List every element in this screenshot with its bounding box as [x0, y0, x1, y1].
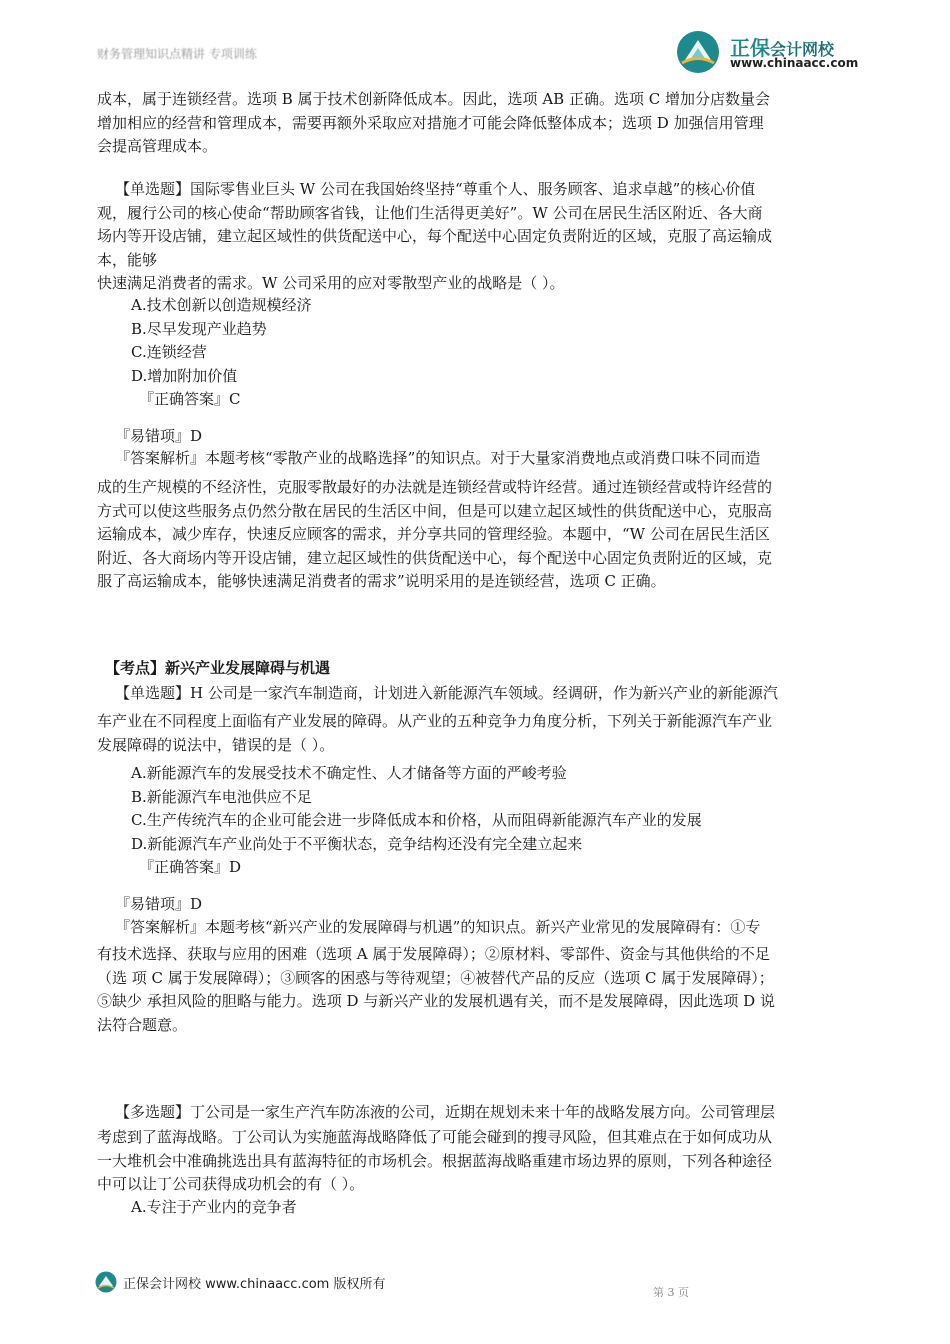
logo-emblem-icon [676, 30, 720, 74]
text-line: ⑤缺少 承担风险的胆略与能力。选项 D 与新兴产业的发展机遇有关，而不是发展障碍，因此选项 D 说 [97, 992, 775, 1010]
question-stem-line: 中可以让丁公司获得成功机会的有（ ）。 [97, 1175, 365, 1193]
q3-option-clipped [97, 1198, 857, 1216]
option-c: C.连锁经营 [131, 343, 207, 361]
text-line: 会提高管理成本。 [97, 137, 218, 155]
footer-logo-icon [95, 1271, 117, 1293]
question-stem-line: 【单选题】H 公司是一家汽车制造商，计划进入新能源汽车领域。经调研，作为新兴产业的新能源汽 [115, 684, 778, 702]
logo-name: 正保会计网校 [730, 36, 835, 60]
q1-error-option-clipped [97, 425, 857, 445]
page-number: 第 3 页 [653, 1286, 689, 1299]
question-stem-line: 本，能够 [97, 250, 158, 269]
q2-explanation [97, 943, 857, 1037]
text-line: 法符合题意。 [97, 1015, 188, 1034]
question-stem-line: 场内等开设店铺，建立起区域性的供货配送中心，每个配送中心固定负责附近的区域，克服了高运输成 [97, 227, 773, 245]
logo-url: www.chinaacc.com [730, 56, 859, 70]
question-stem-line: 考虑到了蓝海战略。丁公司认为实施蓝海战略降低了可能会碰到的搜寻风险，但其难点在于如何成功从 [97, 1128, 773, 1146]
question-stem-line: 发展障碍的说法中，错误的是（ ）。 [97, 735, 335, 754]
text-line: （选 项 C 属于发展障碍）；③顾客的困惑与等待观望；④被替代产品的反应（选项 C 属于发展障碍）； [97, 968, 774, 987]
page-footer [95, 1268, 855, 1299]
text-line: 增加相应的经营和管理成本，需要再额外采取应对措施才可能会降低整体成本；选项 D 加强信用管理 [97, 113, 764, 132]
q2-stem [97, 710, 857, 754]
text-line: 有技术选择、获取与应用的困难（选项 A 属于发展障碍）；②原材料、零部件、资金与其他供给的不足 [97, 945, 770, 963]
q3-stem [97, 1126, 857, 1197]
q1-explanation [97, 476, 857, 594]
question-stem-line: 【多选题】丁公司是一家生产汽车防冻液的公司，近期在规划未来十年的战略发展方向。公司管理层 [115, 1103, 776, 1121]
q1-options [97, 294, 857, 412]
text-line: 成本，属于连锁经营。选项 B 属于技术创新降低成本。因此，选项 AB 正确。选项 C 增加分店数量会 [97, 90, 770, 108]
option-b: B.尽早发现产业趋势 [131, 319, 267, 338]
explanation-label: 『答案解析』本题考核“零散产业的战略选择”的知识点。对于大量家消费地点或消费口味不同而造 [115, 449, 761, 467]
option-a: A.专注于产业内的竞争者 [131, 1198, 297, 1216]
topic-heading [97, 657, 857, 681]
q2-options [97, 762, 857, 880]
option-b: B.新能源汽车电池供应不足 [131, 787, 312, 806]
text-line: 方式可以使这些服务点仍然分散在居民的生活区中间，但是可以建立起区域性的供货配送中心，克服高 [97, 501, 773, 520]
q3-stem-clipped [97, 1101, 857, 1121]
explanation-label: 『答案解析』本题考核“新兴产业的发展障碍与机遇”的知识点。新兴产业常见的发展障碍有：①专 [115, 918, 761, 936]
footer-copyright: 正保会计网校 www.chinaacc.com 版权所有 [123, 1277, 386, 1292]
text-line: 附近、各大商场内等开设店铺，建立起区域性的供货配送中心，每个配送中心固定负责附近的区域，克 [97, 548, 773, 567]
error-option-label: 『易错项』D [115, 895, 203, 913]
q1-stem [97, 178, 857, 292]
text-line: 服了高运输成本，能够快速满足消费者的需求”说明采用的是连锁经营，选项 C 正确。 [97, 572, 666, 590]
text-line: 运输成本，减少库存，快速反应顾客的需求，并分享共同的管理经验。本题中，“W 公司在居民生活区 [97, 525, 770, 543]
option-a: A.新能源汽车的发展受技术不确定性、人才储备等方面的严峻考验 [131, 764, 567, 782]
q1-explanation-clipped [97, 447, 857, 467]
option-d: D.新能源汽车产业尚处于不平衡状态，竞争结构还没有完全建立起来 [131, 834, 583, 853]
q2-error-option-clipped [97, 893, 857, 913]
brand-logo[interactable] [676, 30, 876, 76]
option-a: A.技术创新以创造规模经济 [131, 296, 312, 314]
section1-paragraph [97, 88, 857, 159]
error-option-label: 『易错项』D [115, 427, 203, 445]
correct-answer: 『正确答案』D [139, 858, 242, 876]
question-stem-line: 【单选题】国际零售业巨头 W 公司在我国始终坚持“尊重个人、服务顾客、追求卓越”的核心价值 [115, 180, 756, 198]
text-line: 成的生产规模的不经济性，克服零散最好的办法就是连锁经营或特许经营。通过连锁经营或特许经营的 [97, 478, 773, 496]
question-stem-line: 车产业在不同程度上面临有产业发展的障碍。从产业的五种竞争力角度分析，下列关于新能源汽车产业 [97, 712, 773, 730]
question-stem-line: 观，履行公司的核心使命“帮助顾客省钱，让他们生活得更美好”。W 公司在居民生活区附近、各大商 [97, 203, 763, 222]
q2-explanation-clipped [97, 916, 857, 936]
option-d: D.增加附加价值 [131, 366, 238, 385]
question-stem-line: 一大堆机会中准确挑选出具有蓝海特征的市场机会。根据蓝海战略重建市场边界的原则，下列各种途径 [97, 1151, 773, 1170]
topic-title: 【考点】新兴产业发展障碍与机遇 [105, 659, 331, 677]
option-c: C.生产传统汽车的企业可能会进一步降低成本和价格，从而阻碍新能源汽车产业的发展 [131, 811, 702, 829]
running-header: 财务管理知识点精讲 专项训练 [97, 47, 257, 61]
correct-answer: 『正确答案』C [139, 390, 241, 408]
question-stem-line: 快速满足消费者的需求。W 公司采用的应对零散型产业的战略是（ ）。 [97, 274, 565, 292]
q2-stem-clipped [97, 682, 857, 702]
